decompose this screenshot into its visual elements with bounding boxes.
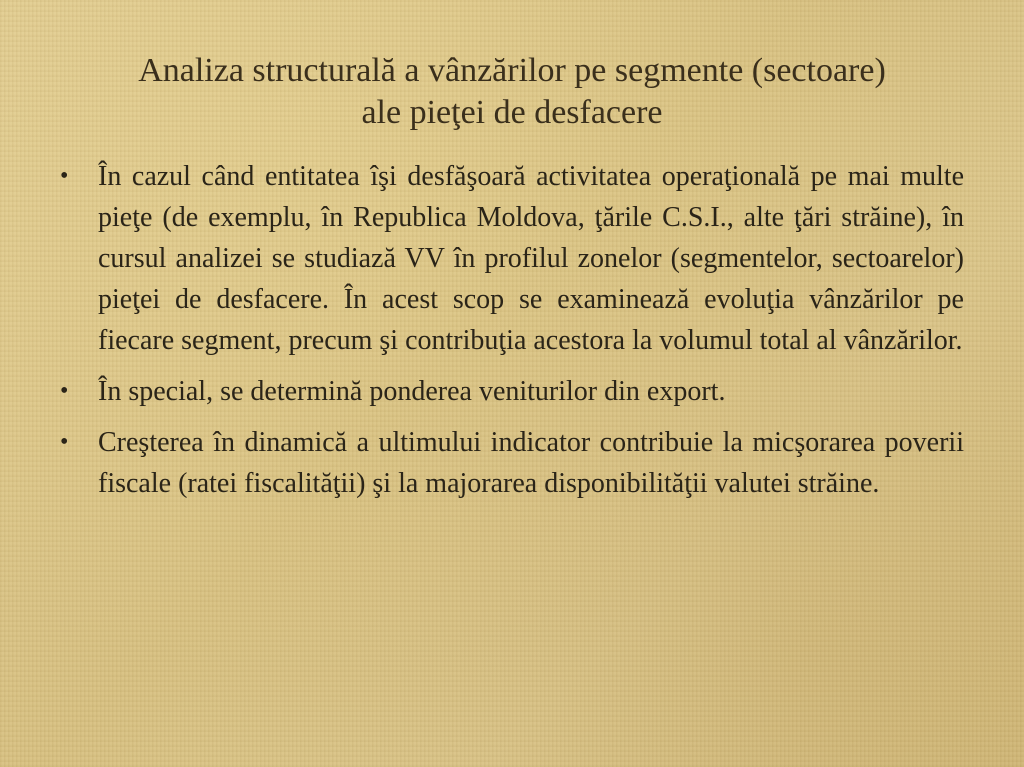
slide-title xyxy=(60,50,964,134)
bullet-dot-icon: • xyxy=(60,378,69,404)
bullet-text: În special, se determină ponderea veniturilor din export. xyxy=(98,376,726,407)
bullet-item xyxy=(52,156,964,361)
slide-title-line-1: Analiza structurală a vânzărilor pe segmente (sectoare) xyxy=(138,52,886,89)
bullet-item xyxy=(52,422,964,504)
bullet-dot-icon: • xyxy=(60,429,69,455)
bullet-item xyxy=(52,371,964,412)
bullet-dot-icon: • xyxy=(60,163,69,189)
bullet-text: În cazul când entitatea îşi desfăşoară activitatea operaţională pe mai multe pieţe (de exemplu, în Republica Moldova, ţările C.S.I., alte ţări străine), în cursul analizei se studiază VV în profilul zonelor (segmentelor, sectoarelor) pieţei de desfacere. În acest scop se examinează evoluţia vânzărilor pe fiecare segment, precum şi contribuţia acestora la volumul total al vânzărilor. xyxy=(98,161,964,356)
slide-title-line-2: ale pieţei de desfacere xyxy=(361,94,663,131)
bullet-list xyxy=(52,156,964,504)
bullet-text: Creşterea în dinamică a ultimului indicator contribuie la micşorarea poverii fiscale (ratei fiscalităţii) şi la majorarea disponibilităţii valutei străine. xyxy=(98,427,964,499)
